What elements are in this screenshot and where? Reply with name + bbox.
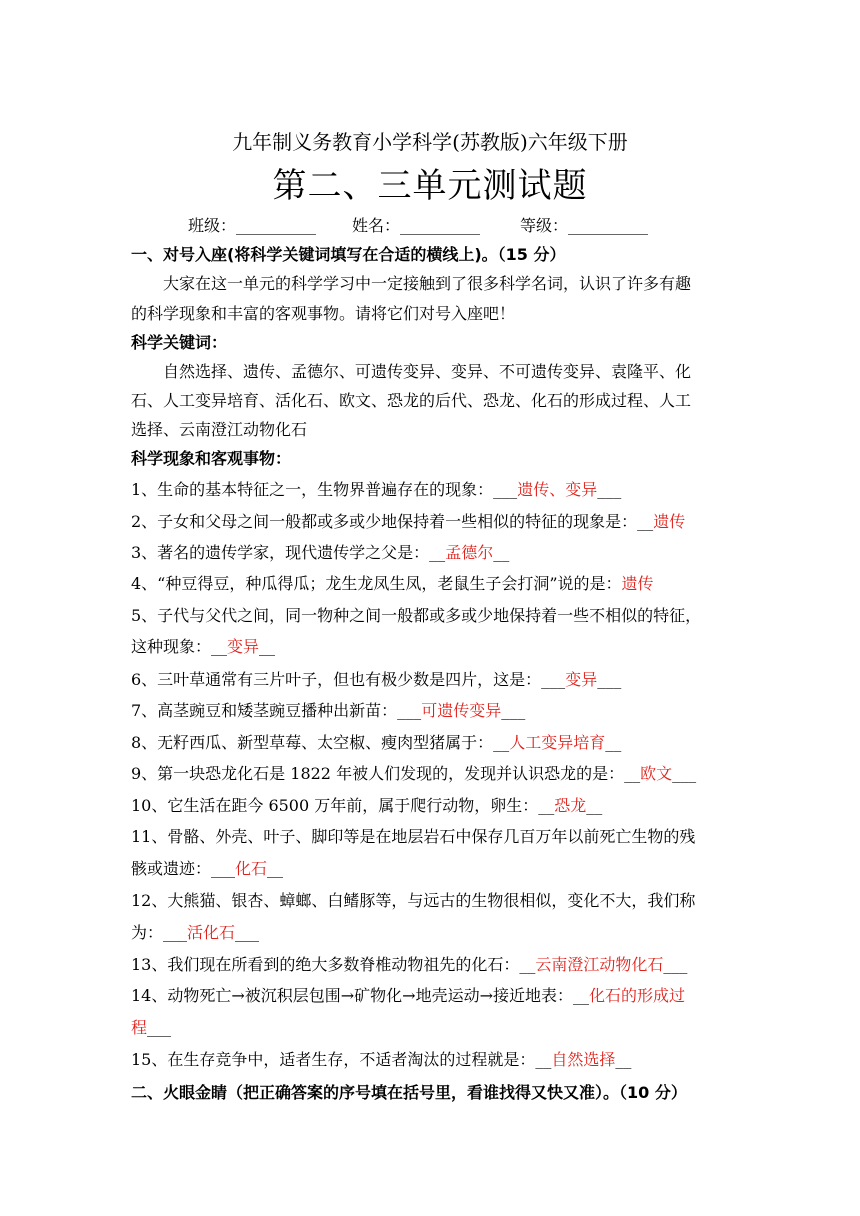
question-item [131,889,731,913]
question-item [131,541,731,565]
section2-heading: 二、火眼金睛（把正确答案的序号填在括号里，看谁找得又快又准）。（10 分） [131,1083,687,1102]
answer-text: 变异 [227,637,260,656]
question-item [131,572,731,596]
answer-blank: __ [493,543,510,562]
answer-blank: __ [586,796,603,815]
question-item [131,857,731,881]
question-item [131,510,731,534]
answer-blank: __ [615,1050,632,1069]
answer-text: 程 [131,1018,148,1037]
question-item [131,478,731,502]
question-text: 5、子代与父代之间，同一物种之间一般都或多或少地保持着一些不相似的特征， [131,606,702,625]
answer-blank: ___ [672,764,697,783]
answer-text: 遗传 [653,512,686,531]
answer-blank: ___ [147,1018,172,1037]
question-item [131,762,731,786]
section1-heading: 一、对号入座(将科学关键词填写在合适的横线上)。（15 分） [131,245,566,264]
answer-text: 遗传 [621,574,654,593]
question-item [131,953,731,977]
answer-text: 化石的形成过 [589,986,686,1005]
answer-blank: ___ [597,670,622,689]
name-field-label: 姓名：__________ [352,216,481,235]
answer-text: 孟德尔 [445,543,494,562]
answer-text: 化石 [235,859,268,878]
answer-blank: ___ [663,955,688,974]
keywords-line3: 选择、云南澄江动物化石 [131,420,308,439]
answer-blank: __ [267,859,284,878]
answer-text: 欧文 [640,764,673,783]
question-item [131,731,731,755]
answer-blank: __ [259,637,276,656]
question-item [131,668,731,692]
keywords-line1: 自然选择、遗传、孟德尔、可遗传变异、变异、不可遗传变异、袁隆平、化 [163,362,692,381]
question-item [131,825,731,849]
question-text: 15、在生存竞争中，适者生存，不适者淘汰的过程就是：__ [131,1050,552,1069]
answer-blank: ___ [597,480,622,499]
question-text: 14、动物死亡→被沉积层包围→矿物化→地壳运动→接近地表：__ [131,986,589,1005]
keywords-heading: 科学关键词： [131,333,228,352]
class-field-label: 班级：__________ [188,216,317,235]
question-text: 这种现象：__ [131,637,228,656]
section1-intro-line2: 的科学现象和丰富的客观事物。请将它们对号入座吧！ [131,304,516,323]
question-item [131,794,731,818]
answer-text: 云南澄江动物化石 [535,955,664,974]
question-text: 12、大熊猫、银杏、蟑螂、白鳍豚等，与远古的生物很相似，变化不大，我们称 [131,891,696,910]
answer-text: 遗传、变异 [517,480,598,499]
answer-blank: __ [605,733,622,752]
student-info-row [188,214,648,238]
question-text: 1、生命的基本特征之一，生物界普遍存在的现象：___ [131,480,518,499]
question-item [131,604,731,628]
document-title: 第二、三单元测试题 [272,166,588,206]
question-text: 骸或遗迹：___ [131,859,236,878]
answer-text: 自然选择 [551,1050,616,1069]
keywords-line2: 石、人工变异培育、活化石、欧文、恐龙的后代、恐龙、化石的形成过程、人工 [131,391,692,410]
question-text: 6、三叶草通常有三片叶子，但也有极少数是四片，这是：___ [131,670,566,689]
question-text: 4、“种豆得豆，种瓜得瓜；龙生龙凤生凤，老鼠生子会打洞”说的是： [131,574,622,593]
question-text: 8、无籽西瓜、新型草莓、太空椒、瘦肉型猪属于：__ [131,733,510,752]
grade-field-label: 等级：__________ [520,216,649,235]
question-text: 为：___ [131,923,188,942]
question-text: 2、子女和父母之间一般都或多或少地保持着一些相似的特征的现象是：__ [131,512,654,531]
answer-text: 人工变异培育 [509,733,606,752]
question-item [131,635,731,659]
answer-text: 变异 [565,670,598,689]
answer-blank: ___ [501,701,526,720]
question-item [131,984,731,1008]
question-text: 9、第一块恐龙化石是 1822 年被人们发现的，发现并认识恐龙的是：__ [131,764,641,783]
phenomena-heading: 科学现象和客观事物： [131,449,292,468]
question-text: 11、骨骼、外壳、叶子、脚印等是在地层岩石中保存几百万年以前死亡生物的残 [131,827,696,846]
section1-intro-line1: 大家在这一单元的科学学习中一定接触到了很多科学名词，认识了许多有趣 [163,274,692,293]
question-item [131,1048,731,1072]
answer-text: 可遗传变异 [421,701,502,720]
answer-blank: ___ [235,923,260,942]
question-text: 7、高茎豌豆和矮茎豌豆播种出新苗：___ [131,701,422,720]
question-text: 13、我们现在所看到的绝大多数脊椎动物祖先的化石：__ [131,955,536,974]
question-item [131,699,731,723]
answer-text: 恐龙 [554,796,587,815]
answer-text: 活化石 [187,923,236,942]
question-text: 3、著名的遗传学家，现代遗传学之父是：__ [131,543,446,562]
question-item [131,921,731,945]
question-item [131,1016,731,1040]
document-subtitle: 九年制义务教育小学科学(苏教版)六年级下册 [232,130,628,154]
question-text: 10、它生活在距今 6500 万年前，属于爬行动物，卵生：__ [131,796,555,815]
